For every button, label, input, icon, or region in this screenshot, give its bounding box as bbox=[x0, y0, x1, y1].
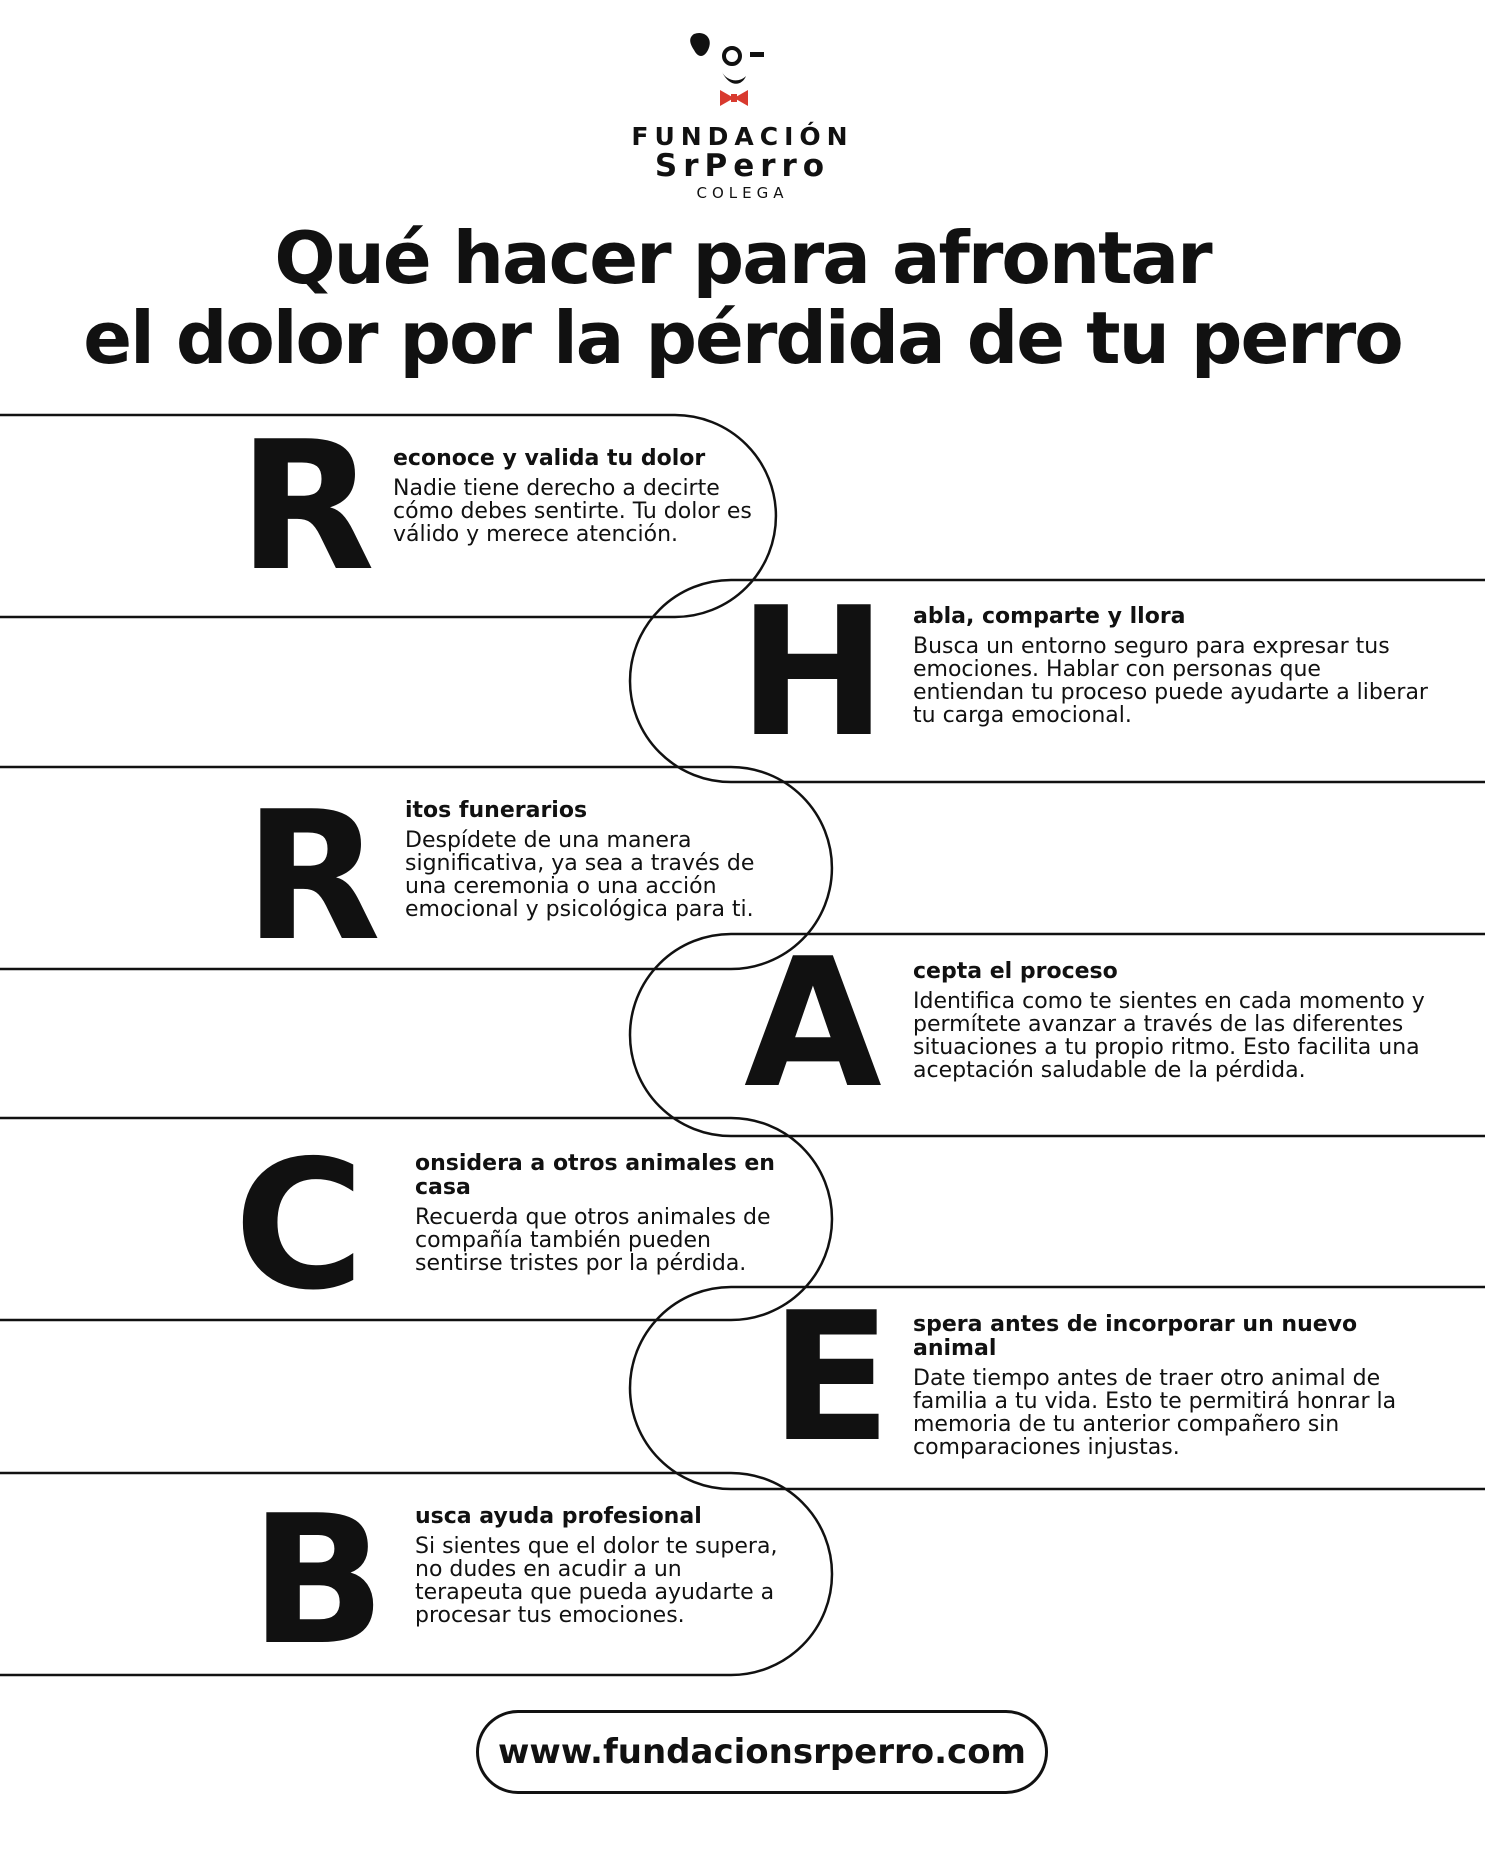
step-3-text: Despídete de una manera significativa, ya sea a través de una ceremonia o una acción emocional y psicológica para ti. bbox=[405, 828, 755, 922]
brand-tagline: COLEGA bbox=[696, 184, 789, 202]
brand-name-line1: FUNDACIÓN bbox=[631, 122, 854, 151]
step-6 bbox=[913, 1313, 1438, 1459]
website-link[interactable]: www.fundacionsrperro.com bbox=[476, 1710, 1048, 1794]
page-title-line2: el dolor por la pérdida de tu perro bbox=[83, 296, 1402, 380]
step-3 bbox=[405, 799, 785, 921]
step-3-letter: R bbox=[244, 773, 378, 980]
step-4-text: Identifica como te sientes en cada momento y permítete avanzar a través de las diferentes situaciones a tu propio ritmo. Esto facilita una aceptación saludable de la pérdida. bbox=[913, 989, 1425, 1083]
step-1-title: econoce y valida tu dolor bbox=[393, 446, 706, 471]
step-1-text: Nadie tiene derecho a decirte cómo debes sentirte. Tu dolor es válido y merece atención. bbox=[393, 476, 752, 547]
step-5-text: Recuerda que otros animales de compañía también pueden sentirse tristes por la pérdida. bbox=[415, 1205, 771, 1276]
page-title-line1: Qué hacer para afrontar bbox=[274, 216, 1211, 300]
step-5-letter: C bbox=[234, 1122, 361, 1329]
step-7-title: usca ayuda profesional bbox=[415, 1504, 702, 1529]
step-1-letter: R bbox=[238, 403, 372, 610]
brand-name-line2: SrPerro bbox=[654, 148, 831, 184]
step-4 bbox=[913, 960, 1433, 1082]
step-5-title: onsidera a otros animales en casa bbox=[415, 1151, 775, 1200]
step-4-title: cepta el proceso bbox=[913, 959, 1118, 984]
step-5 bbox=[415, 1152, 790, 1275]
step-4-letter: A bbox=[744, 920, 878, 1127]
step-1 bbox=[393, 447, 773, 546]
step-6-title: spera antes de incorporar un nuevo animal bbox=[913, 1312, 1358, 1361]
step-3-title: itos funerarios bbox=[405, 798, 588, 823]
step-2 bbox=[913, 605, 1433, 727]
step-2-letter: H bbox=[738, 569, 883, 776]
step-6-letter: E bbox=[770, 1274, 888, 1481]
step-7 bbox=[415, 1505, 795, 1627]
step-2-text: Busca un entorno seguro para expresar tus emociones. Hablar con personas que entiendan tu proceso puede ayudarte a liberar tu carga emocional. bbox=[913, 634, 1428, 728]
step-7-letter: B bbox=[250, 1477, 382, 1684]
step-6-text: Date tiempo antes de traer otro animal de familia a tu vida. Esto te permitirá honrar la memoria de tu anterior compañero sin comparaciones injustas. bbox=[913, 1366, 1397, 1460]
step-2-title: abla, comparte y llora bbox=[913, 604, 1186, 629]
step-7-text: Si sientes que el dolor te supera, no dudes en acudir a un terapeuta que pueda ayudarte a procesar tus emociones. bbox=[415, 1534, 778, 1628]
